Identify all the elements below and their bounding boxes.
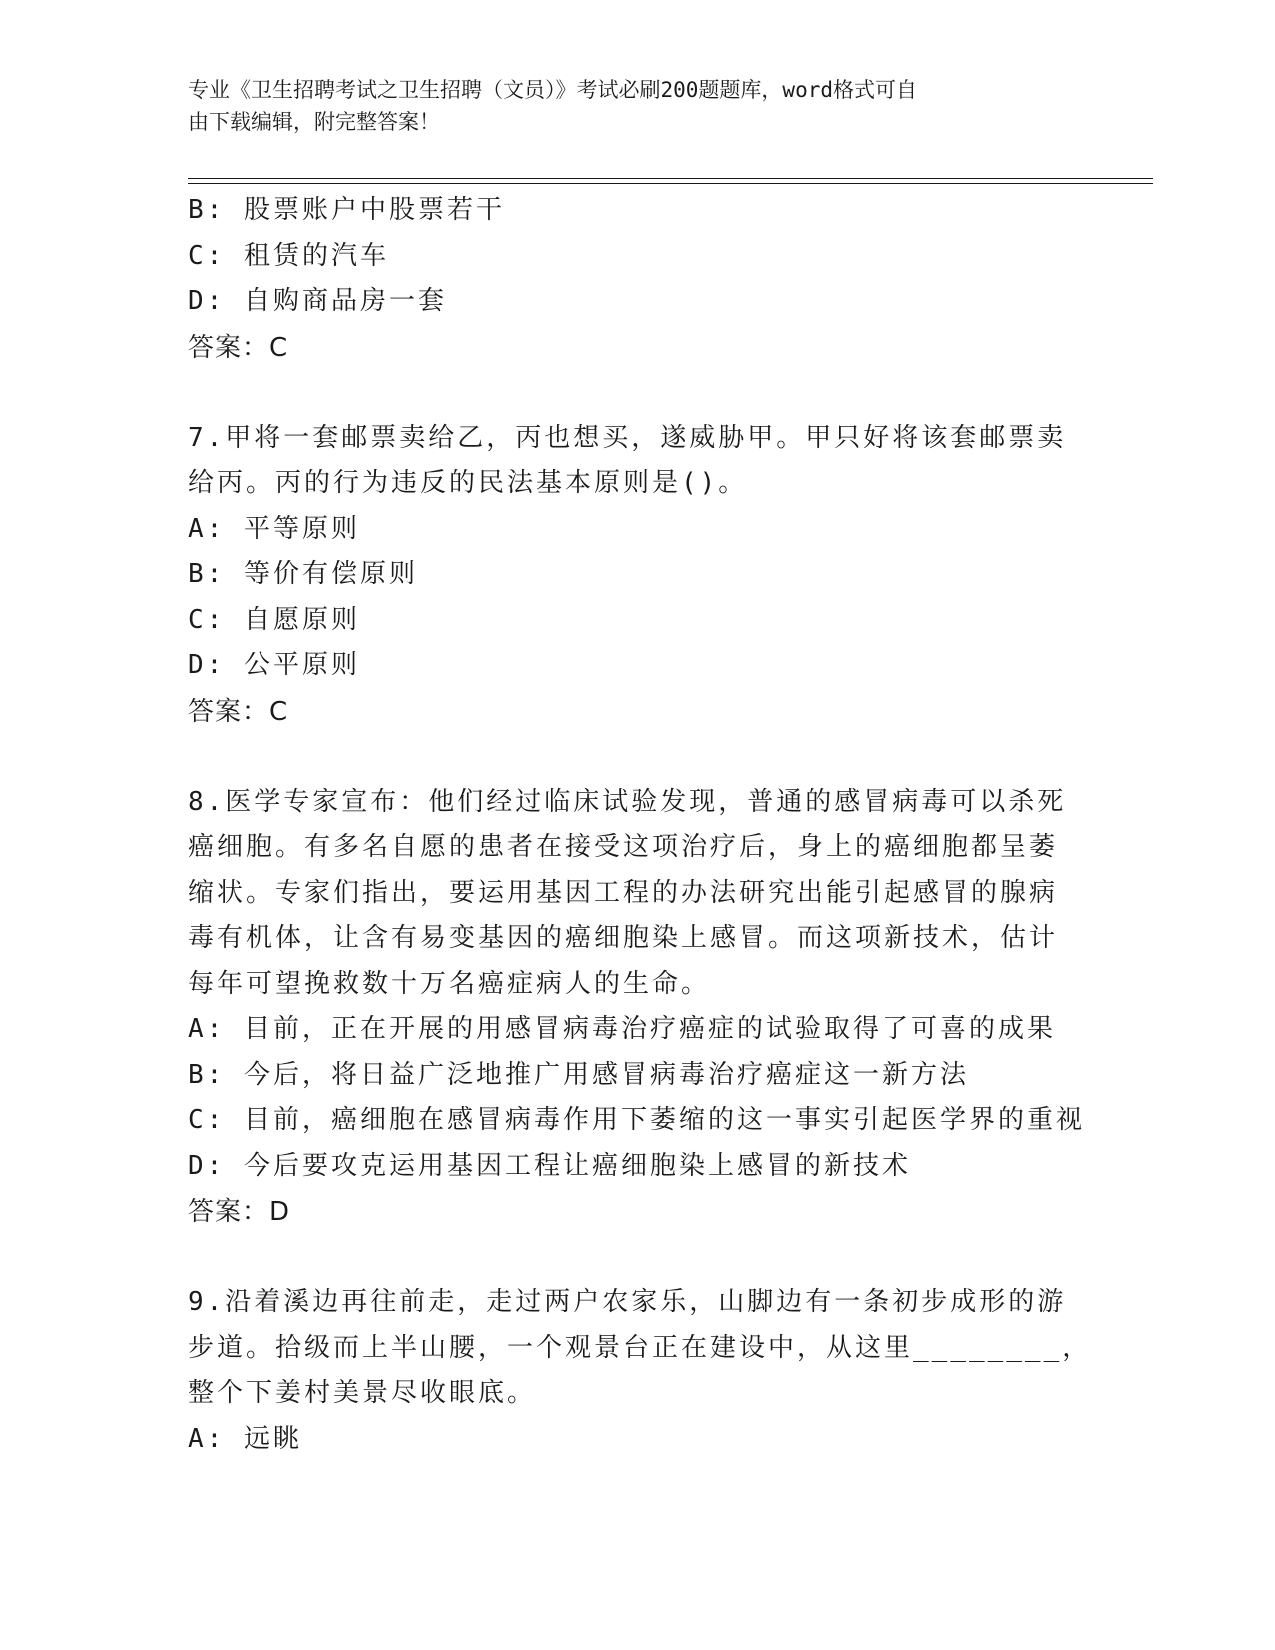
question-stem-line: 整个下姜村美景尽收眼底。 [188,1378,537,1408]
option-c: C: 目前，癌细胞在感冒病毒作用下萎缩的这一事实引起医学界的重视 [188,1105,1085,1135]
question-stem-line: 毒有机体，让含有易变基因的癌细胞染上感冒。而这项新技术，估计 [188,923,1059,953]
option-c: C: 租赁的汽车 [188,240,389,271]
question-block [188,188,1088,371]
option-d: D: 公平原则 [188,650,360,680]
option-d: D: 今后要攻克运用基因工程让癌细胞染上感冒的新技术 [188,1150,911,1181]
option-d: D: 自购商品房一套 [188,286,447,316]
header-line-1: 专业《卫生招聘考试之卫生招聘（文员）》考试必刷200题题库，word格式可自 [188,78,917,102]
header-rule-bottom [188,183,1153,184]
header-rule-top [188,178,1153,179]
question-block [188,1280,1092,1462]
option-a: A: 远眺 [188,1423,302,1454]
answer: 答案：C [188,696,289,727]
question-stem-line: 缩状。专家们指出，要运用基因工程的办法研究出能引起感冒的腺病 [188,877,1059,908]
question-stem-line: 步道。拾级而上半山腰，一个观景台正在建设中，从这里________， [188,1332,1092,1363]
question-stem-line: 7.甲将一套邮票卖给乙，丙也想买，遂威胁甲。甲只好将该套邮票卖 [188,422,1067,453]
option-b: B: 股票账户中股票若干 [188,195,505,225]
question-stem-line: 每年可望挽救数十万名癌症病人的生命。 [188,968,711,999]
header-line-2: 由下载编辑，附完整答案！ [188,110,440,134]
question-block [188,780,1088,1236]
spacer [188,371,1088,416]
question-stem-line: 8.医学专家宣布：他们经过临床试验发现，普通的感冒病毒可以杀死 [188,786,1067,817]
question-stem-line: 癌细胞。有多名自愿的患者在接受这项治疗后，身上的癌细胞都呈萎 [188,832,1059,862]
option-b: B: 今后，将日益广泛地推广用感冒病毒治疗癌症这一新方法 [188,1059,969,1090]
spacer [188,735,1088,780]
question-block [188,416,1088,735]
option-a: A: 目前，正在开展的用感冒病毒治疗癌症的试验取得了可喜的成果 [188,1014,1056,1044]
question-stem-line: 9.沿着溪边再往前走，走过两户农家乐，山脚边有一条初步成形的游 [188,1287,1067,1317]
spacer [188,1235,1088,1280]
document-header [188,74,1068,138]
answer: 答案：D [188,1197,291,1227]
question-stem-line: 给丙。丙的行为违反的民法基本原则是()。 [188,468,748,498]
answer: 答案：C [188,332,289,363]
option-b: B: 等价有偿原则 [188,559,418,589]
option-c: C: 自愿原则 [188,604,360,635]
question-list [188,188,1092,1462]
option-a: A: 平等原则 [188,513,360,544]
